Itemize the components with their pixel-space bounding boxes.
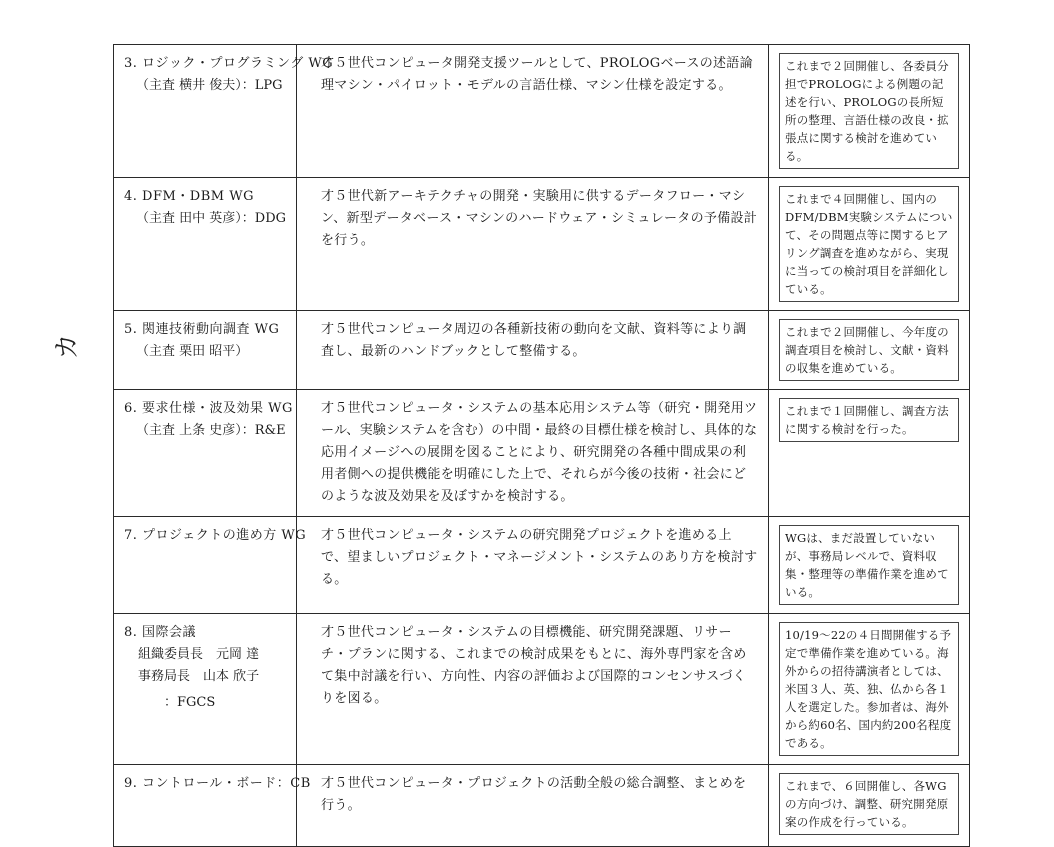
- wg-name-cell: [114, 311, 297, 390]
- table-row: [114, 390, 970, 517]
- wg-description-cell: [297, 390, 769, 517]
- wg-chair: （主査 栗田 昭平）: [136, 344, 249, 359]
- wg-description-cell: [297, 311, 769, 390]
- table-row: [114, 765, 970, 847]
- wg-name-cell: [114, 614, 297, 765]
- wg-description: 才５世代コンピュータ開発支援ツールとして、PROLOGベースの述語論理マシン・パイロット・モデルの言語仕様、マシン仕様を設定する。: [321, 56, 753, 93]
- wg-status-cell: [769, 517, 970, 614]
- wg-title: 6. 要求仕様・波及効果 WG: [124, 401, 293, 416]
- wg-name-cell: [114, 178, 297, 311]
- wg-status-cell: [769, 390, 970, 517]
- wg-status: これまで１回開催し、調査方法に関する検討を行った。: [779, 398, 959, 442]
- wg-status-cell: [769, 311, 970, 390]
- wg-description: 才５世代コンピュータ・プロジェクトの活動全般の総合調整、まとめを行う。: [321, 776, 747, 813]
- wg-description: 才５世代コンピュータ周辺の各種新技術の動向を文献、資料等により調査し、最新のハンドブックとして整備する。: [321, 322, 747, 359]
- wg-title: 8. 国際会議: [124, 625, 197, 640]
- wg-title: 5. 関連技術動向調査 WG: [124, 322, 280, 337]
- wg-name-cell: [114, 390, 297, 517]
- wg-status: これまで２回開催し、今年度の調査項目を検討し、文献・資料の収集を進めている。: [779, 319, 959, 381]
- wg-name-cell: [114, 517, 307, 614]
- wg-status-cell: [769, 614, 970, 765]
- wg-name-cell: [114, 45, 334, 178]
- wg-status-cell: [769, 45, 970, 178]
- wg-status: これまで４回開催し、国内のDFM/DBM実験システムについて、その問題点等に関するヒアリング調査を進めながら、実現に当っての検討項目を詳細化している。: [779, 186, 959, 302]
- wg-chair: （主査 田中 英彦）：DDG: [136, 211, 286, 226]
- wg-status-cell: [769, 765, 970, 847]
- table-row: [114, 45, 970, 178]
- table-row: [114, 614, 970, 765]
- wg-status-cell: [769, 178, 970, 311]
- wg-status: これまで２回開催し、各委員分担でPROLOGによる例題の記述を行い、PROLOGの長所短所の整理、言語仕様の改良・拡張点に関する検討を進めている。: [779, 53, 959, 169]
- wg-description-cell: [297, 45, 769, 178]
- wg-status: WGは、まだ設置していないが、事務局レベルで、資料収集・整理等の準備作業を進めている。: [779, 525, 959, 605]
- wg-chair: （主査 上条 史彦）：R&E: [136, 423, 286, 438]
- wg-status: これまで、６回開催し、各WGの方向づけ、調整、研究開発原案の作成を行っている。: [779, 773, 959, 835]
- wg-title: 3. ロジック・プログラミング WG: [124, 56, 334, 71]
- wg-name-cell: [114, 765, 311, 847]
- wg-status: 10/19～22の４日間開催する予定で準備作業を進めている。海外からの招待講演者としては、米国３人、英、独、仏から各１人を選定した。参加者は、海外から約60名、国内約200名程度である。: [779, 622, 959, 756]
- wg-title: 4. DFM・DBM WG: [124, 189, 254, 204]
- conference-secretary: 事務局長 山本 欣子: [138, 669, 260, 684]
- wg-description: 才５世代コンピュータ・システムの研究開発プロジェクトを進める上で、望ましいプロジェクト・マネージメント・システムのあり方を検討する。: [321, 528, 758, 587]
- working-group-table: [113, 44, 970, 847]
- table-row: [114, 517, 970, 614]
- wg-description: 才５世代コンピュータ・システムの基本応用システム等（研究・開発用ツール、実験システムを含む）の中間・最終の目標仕様を検討し、具体的な応用イメージへの展開を図ることにより、研究開発の各種中間成果の利用者側への提供機能を明確にした上で、それらが今後の技術・社会にどのような波及効果を及ぼすかを検討する。: [321, 401, 758, 504]
- wg-description-cell: [297, 517, 769, 614]
- conference-code: ：FGCS: [164, 695, 216, 710]
- wg-description: 才５世代新アーキテクチャの開発・実験用に供するデータフロー・マシン、新型データベース・マシンのハードウェア・シミュレータの予備設計を行う。: [321, 189, 758, 248]
- wg-description-cell: [297, 614, 769, 765]
- wg-title: 7. プロジェクトの進め方 WG: [124, 528, 307, 543]
- page-number: カ: [52, 333, 83, 360]
- wg-chair: （主査 横井 俊夫）：LPG: [136, 78, 283, 93]
- conference-chair: 組織委員長 元岡 達: [138, 647, 260, 662]
- wg-title: 9. コントロール・ボード：CB: [124, 776, 311, 791]
- wg-description-cell: [297, 178, 769, 311]
- table-row: [114, 311, 970, 390]
- wg-description: 才５世代コンピュータ・システムの目標機能、研究開発課題、リサーチ・プランに関する、これまでの検討成果をもとに、海外専門家を含めて集中討議を行い、方向性、内容の評価および国際的コンセンサスづくりを図る。: [321, 625, 747, 706]
- table-row: [114, 178, 970, 311]
- wg-description-cell: [297, 765, 769, 847]
